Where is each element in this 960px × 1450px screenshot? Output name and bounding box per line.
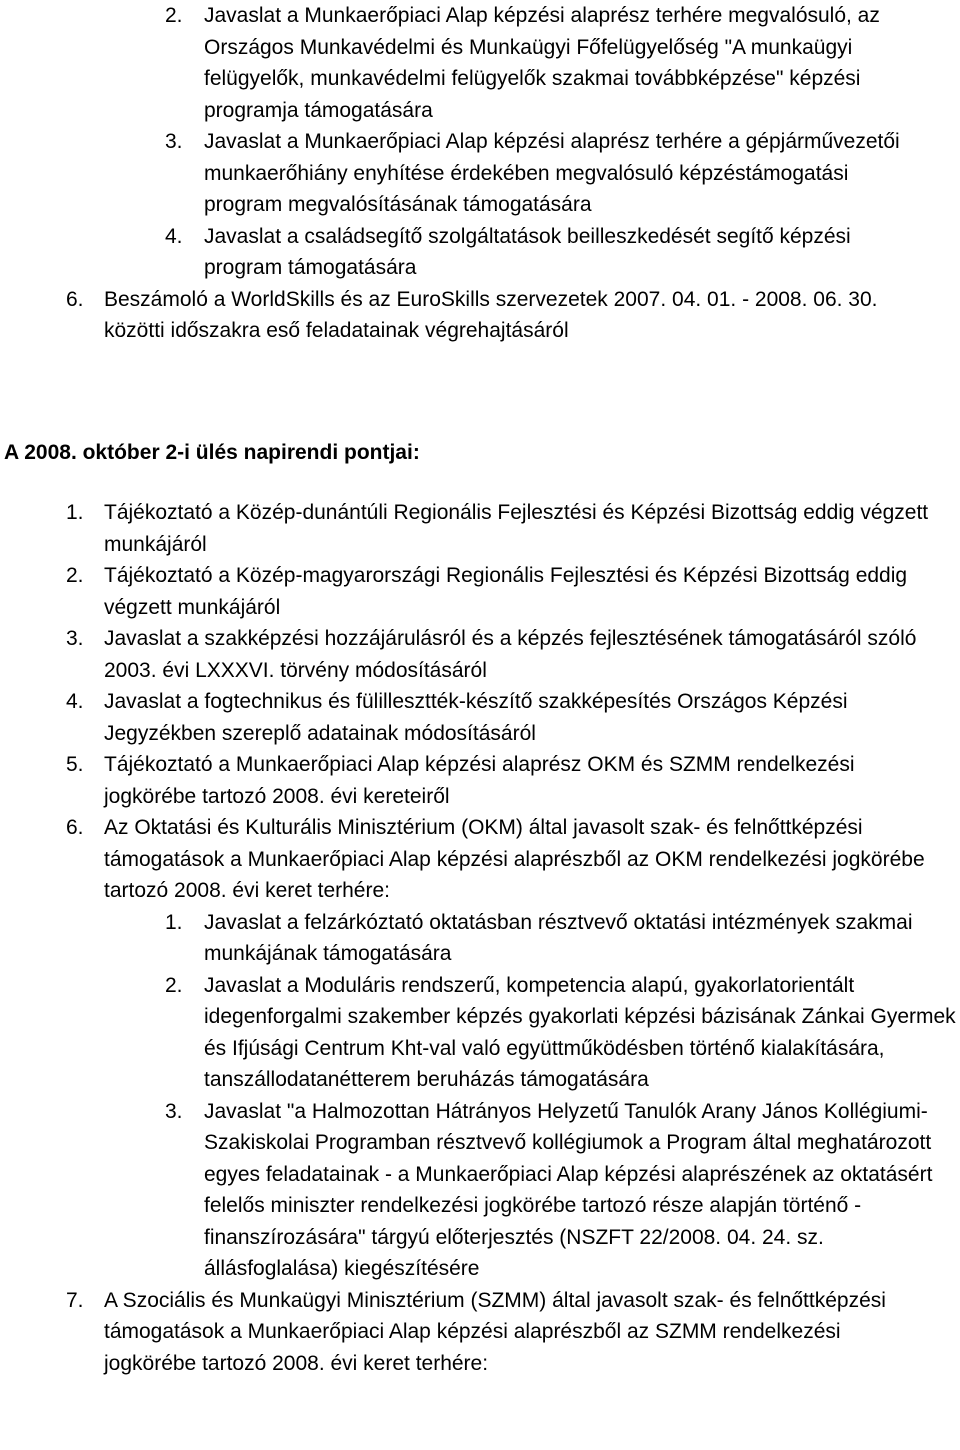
list-item <box>0 907 956 970</box>
list-text: A Szociális és Munkaügyi Minisztérium (SZMM) által javasolt szak- és felnőttképzési támogatások a Munkaerőpiaci Alap képzési alaprészből az SZMM rendelkezési jogkörébe tartozó 2008. évi keret terhére: <box>104 1288 886 1375</box>
list-item <box>0 1285 930 1380</box>
agenda-heading: A 2008. október 2-i ülés napirendi pontjai: <box>4 441 420 464</box>
list-number: 7. <box>66 1288 84 1312</box>
list-number: 6. <box>66 287 84 311</box>
list-number: 3. <box>66 627 84 650</box>
list-text: Javaslat a fogtechnikus és fülillesztték-készítő szakképesítés Országos Képzési Jegyzékben szereplő adatainak módosításáról <box>104 690 848 745</box>
list-text: Javaslat a Munkaerőpiaci Alap képzési alaprész terhére megvalósuló, az Országos Munkavédelmi és Munkaügyi Főfelügyelőség "A munkaügyi felügyelők, munkavédelmi felügyelők szakmai továbbképzése" képzési programja támogatására <box>204 4 880 122</box>
list-number: 3. <box>165 130 183 153</box>
list-item <box>0 812 930 907</box>
list-number: 2. <box>165 4 183 27</box>
list-text: Javaslat a szakképzési hozzájárulásról és a képzés fejlesztésének támogatásáról szóló 2003. évi LXXXVI. törvény módosításáról <box>104 627 917 682</box>
list-item <box>0 686 930 749</box>
list-text: Tájékoztató a Közép-dunántúli Regionális Fejlesztési és Képzési Bizottság eddig végzett munkájáról <box>104 501 929 556</box>
list-text: Javaslat a Moduláris rendszerű, kompetencia alapú, gyakorlatorientált idegenforgalmi szakember képzés gyakorlati képzési bázisának Zánkai Gyermek és Ifjúsági Centrum Kht-val való együttműködésben történő kialakítására, tanszállodatanétterem beruházás támogatására <box>204 973 956 1091</box>
list-item <box>0 284 930 347</box>
list-text: Tájékoztató a Közép-magyarországi Regionális Fejlesztési és Képzési Bizottság eddig végzett munkájáról <box>104 564 908 619</box>
list-text: Beszámoló a WorldSkills és az EuroSkills szervezetek 2007. 04. 01. - 2008. 06. 30. közötti időszakra eső feladatainak végrehajtásáról <box>104 287 878 342</box>
agenda-list <box>0 497 956 1379</box>
list-item <box>0 1096 956 1285</box>
list-text: Javaslat a Munkaerőpiaci Alap képzési alaprész terhére a gépjárművezetői munkaerőhiány enyhítése érdekében megvalósuló képzéstámogatási program megvalósításának támogatására <box>204 130 900 216</box>
list-item <box>0 970 956 1096</box>
list-number: 1. <box>165 910 183 934</box>
list-text: Javaslat "a Halmozottan Hátrányos Helyzetű Tanulók Arany János Kollégiumi-Szakiskolai Programban résztvevő kollégiumok a Program által meghatározott egyes feladatainak - a Munkaerőpiaci Alap képzési alaprészének az oktatásért felelős miniszter rendelkezési jogkörébe tartozó része alapján történő - finanszírozására" tárgyú előterjesztés (NSZFT 22/2008. 04. 24. sz. állásfoglalása) kiegészítésére <box>204 1099 933 1280</box>
list-item <box>0 623 930 686</box>
list-number: 4. <box>165 224 183 248</box>
list-item <box>0 749 930 812</box>
list-item <box>0 126 930 221</box>
list-number: 4. <box>66 690 84 713</box>
list-text: Javaslat a felzárkóztató oktatásban résztvevő oktatási intézmények szakmai munkájának támogatására <box>204 910 913 965</box>
list-item <box>0 0 930 126</box>
list-item <box>0 221 930 284</box>
previous-agenda-continuation <box>0 0 930 347</box>
list-number: 5. <box>66 753 84 776</box>
list-number: 2. <box>66 564 84 587</box>
list-item <box>0 560 930 623</box>
list-text: Tájékoztató a Munkaerőpiaci Alap képzési alaprész OKM és SZMM rendelkezési jogkörébe tartozó 2008. évi kereteiről <box>104 753 855 808</box>
list-number: 6. <box>66 816 84 839</box>
list-number: 1. <box>66 501 84 524</box>
list-number: 3. <box>165 1099 183 1123</box>
list-number: 2. <box>165 973 183 997</box>
list-text: Javaslat a családsegítő szolgáltatások beilleszkedését segítő képzési program támogatására <box>204 224 851 279</box>
list-item <box>0 497 930 560</box>
list-text: Az Oktatási és Kulturális Minisztérium (OKM) által javasolt szak- és felnőttképzési támogatások a Munkaerőpiaci Alap képzési alaprészből az OKM rendelkezési jogkörébe tartozó 2008. évi keret terhére: <box>104 816 925 902</box>
